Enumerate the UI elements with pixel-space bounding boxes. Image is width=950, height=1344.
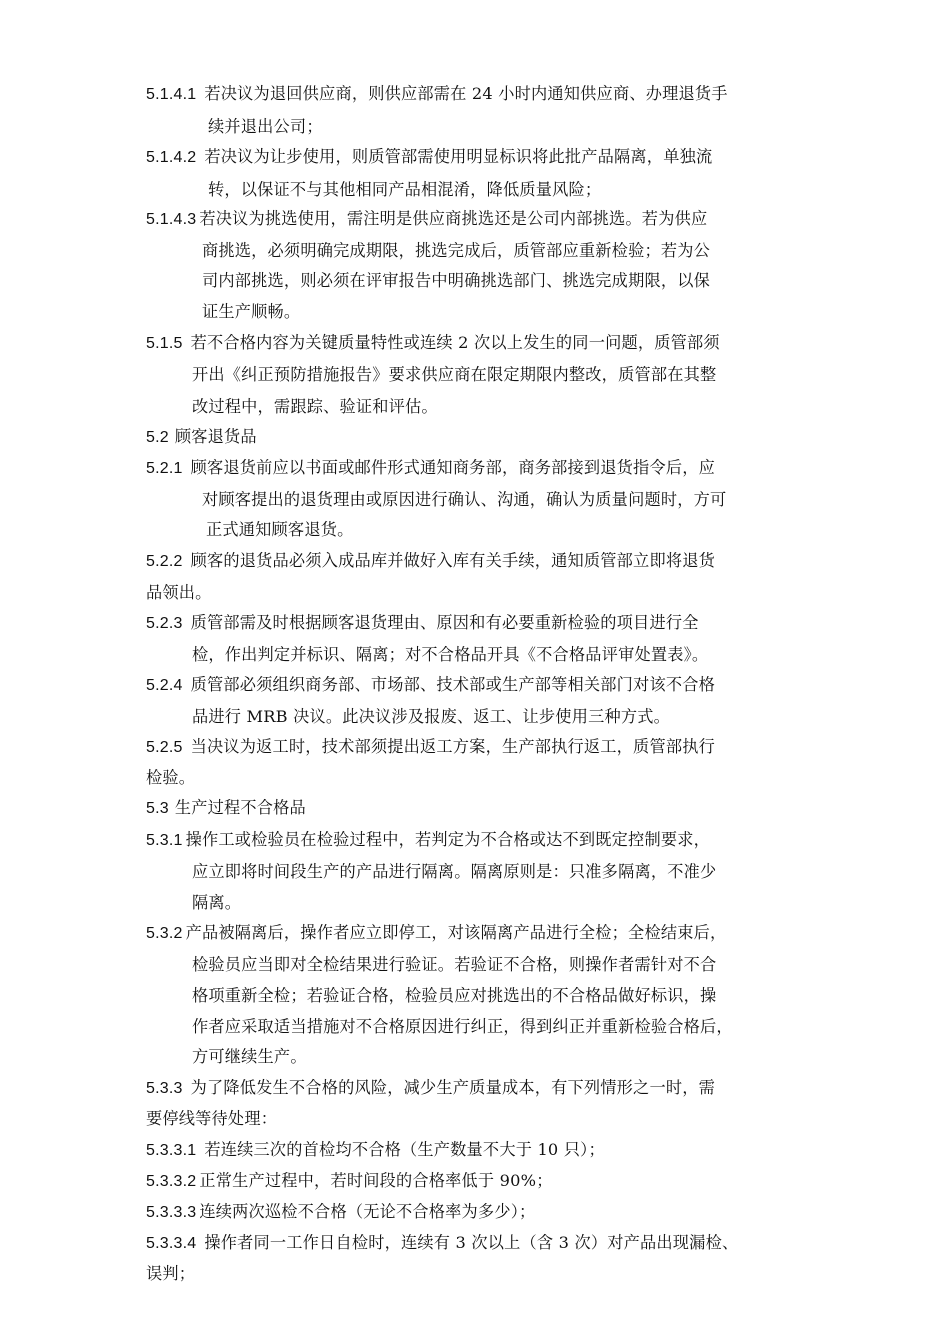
clause-text-line: 司内部挑选，则必须在评审报告中明确挑选部门、挑选完成期限，以保 <box>202 271 711 290</box>
clause-number: 5.3.3.4 <box>146 1235 197 1252</box>
clause-text-line: 若决议为退回供应商，则供应部需在 24 小时内通知供应商、办理退货手 <box>204 84 728 103</box>
clause-number: 5.3.2 <box>146 925 183 942</box>
clause-text-line: 品领出。 <box>146 583 212 602</box>
clause-number: 5.3.3.1 <box>146 1142 197 1159</box>
clause-text-line: 检验员应当即对全检结果进行验证。若验证不合格，则操作者需针对不合 <box>192 955 717 974</box>
clause-text-line: 为了降低发生不合格的风险，减少生产质量成本，有下列情形之一时，需 <box>190 1078 715 1097</box>
clause-number: 5.3.1 <box>146 832 183 849</box>
clause-text-line: 若决议为挑选使用，需注明是供应商挑选还是公司内部挑选。若为供应 <box>199 209 708 228</box>
clause-text-line: 正常生产过程中，若时间段的合格率低于 90%； <box>199 1171 553 1190</box>
clause-text-line: 要停线等待处理： <box>146 1109 278 1128</box>
clause-number: 5.1.4.3 <box>146 211 197 228</box>
clause-text-line: 产品被隔离后，操作者应立即停工，对该隔离产品进行全检；全检结束后， <box>185 923 727 942</box>
section-title: 顾客退货品 <box>174 427 257 446</box>
clause-text-line: 连续两次巡检不合格（无论不合格率为多少）； <box>199 1202 536 1221</box>
section-number: 5.3 <box>146 800 169 817</box>
clause-text-line: 作者应采取适当措施对不合格原因进行纠正，得到纠正并重新检验合格后， <box>192 1017 733 1036</box>
clause-text-line: 检，作出判定并标识、隔离；对不合格品开具《不合格品评审处置表》。 <box>192 645 709 664</box>
clause-text-line: 对顾客提出的退货理由或原因进行确认、沟通，确认为质量问题时，方可 <box>202 490 727 509</box>
clause-number: 5.2.3 <box>146 615 183 632</box>
clause-text-line: 检验。 <box>146 768 196 787</box>
clause-text-line: 操作者同一工作日自检时，连续有 3 次以上（含 3 次）对产品出现漏检、 <box>204 1233 739 1252</box>
clause-text-line: 若不合格内容为关键质量特性或连续 2 次以上发生的同一问题，质管部须 <box>190 333 720 352</box>
clause-text-line: 顾客退货前应以书面或邮件形式通知商务部，商务部接到退货指令后，应 <box>190 458 715 477</box>
section-title: 生产过程不合格品 <box>174 798 306 817</box>
clause-number: 5.1.4.1 <box>146 86 197 103</box>
clause-text-line: 若决议为让步使用，则质管部需使用明显标识将此批产品隔离，单独流 <box>204 147 713 166</box>
clause-text-line: 若连续三次的首检均不合格（生产数量不大于 10 只）； <box>204 1140 605 1159</box>
clause-text-line: 格项重新全检；若验证合格，检验员应对挑选出的不合格品做好标识，操 <box>192 986 717 1005</box>
clause-number: 5.2.4 <box>146 677 183 694</box>
clause-text-line: 应立即将时间段生产的产品进行隔离。隔离原则是：只准多隔离，不准少 <box>192 862 717 881</box>
clause-text-line: 操作工或检验员在检验过程中，若判定为不合格或达不到既定控制要求， <box>185 830 710 849</box>
clause-text-line: 质管部必须组织商务部、市场部、技术部或生产部等相关部门对该不合格 <box>190 675 715 694</box>
clause-number: 5.3.3.3 <box>146 1204 197 1221</box>
clause-text-line: 隔离。 <box>192 893 242 912</box>
clause-text-line: 转，以保证不与其他相同产品相混淆，降低质量风险； <box>208 180 602 199</box>
clause-text-line: 方可继续生产。 <box>192 1047 307 1066</box>
clause-number: 5.3.3 <box>146 1080 183 1097</box>
clause-text-line: 正式通知顾客退货。 <box>206 520 354 539</box>
clause-text-line: 改过程中，需跟踪、验证和评估。 <box>192 397 438 416</box>
clause-text-line: 当决议为返工时，技术部须提出返工方案，生产部执行返工，质管部执行 <box>190 737 715 756</box>
clause-text-line: 证生产顺畅。 <box>202 302 301 321</box>
clause-number: 5.2.1 <box>146 460 183 477</box>
clause-number: 5.1.4.2 <box>146 149 197 166</box>
clause-number: 5.2.5 <box>146 739 183 756</box>
clause-text-line: 开出《纠正预防措施报告》要求供应商在限定期限内整改，质管部在其整 <box>192 365 717 384</box>
clause-text-line: 续并退出公司； <box>208 117 323 136</box>
clause-number: 5.2.2 <box>146 553 183 570</box>
clause-text-line: 误判； <box>146 1264 196 1283</box>
clause-number: 5.1.5 <box>146 335 183 352</box>
section-number: 5.2 <box>146 429 169 446</box>
clause-text-line: 商挑选，必须明确完成期限，挑选完成后，质管部应重新检验；若为公 <box>202 241 711 260</box>
clause-text-line: 品进行 MRB 决议。此决议涉及报废、返工、让步使用三种方式。 <box>192 707 671 726</box>
clause-text-line: 顾客的退货品必须入成品库并做好入库有关手续，通知质管部立即将退货 <box>190 551 715 570</box>
clause-number: 5.3.3.2 <box>146 1173 197 1190</box>
clause-text-line: 质管部需及时根据顾客退货理由、原因和有必要重新检验的项目进行全 <box>190 613 699 632</box>
